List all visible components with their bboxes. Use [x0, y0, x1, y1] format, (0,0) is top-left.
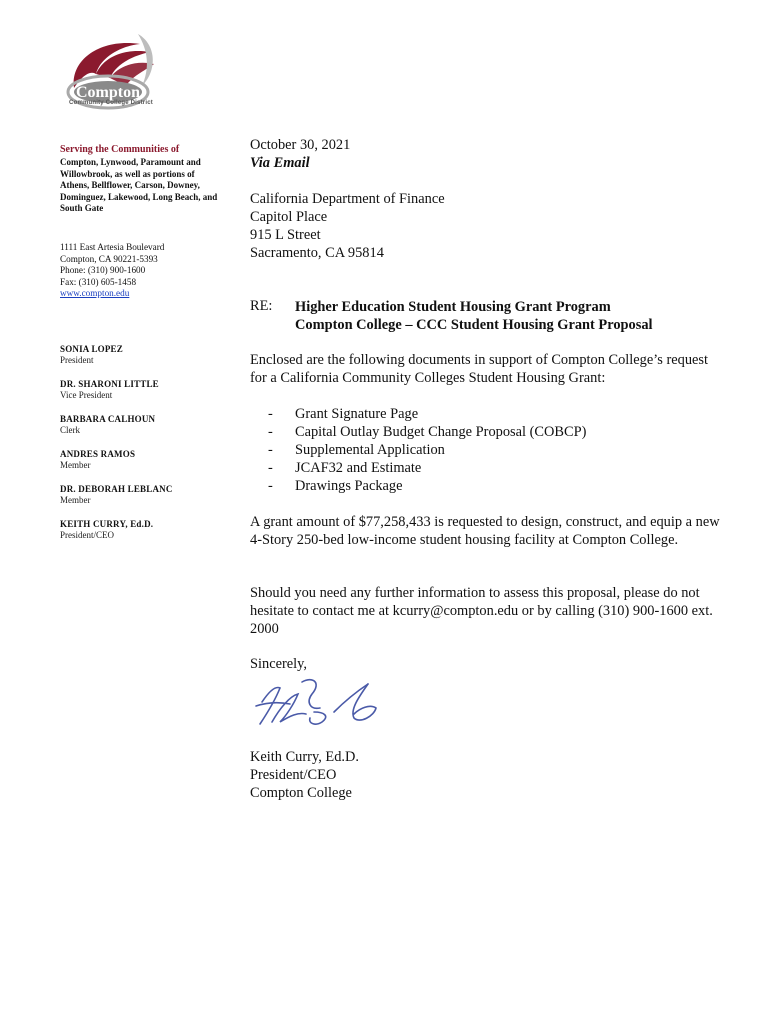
grant-paragraph: A grant amount of $77,258,433 is requested to design, construct, and equip a new 4-Story 250-bed low-income student housing facility at Compton College.	[250, 514, 720, 548]
bullet-dash: -	[268, 460, 273, 476]
recipient-line: Capitol Place	[250, 209, 328, 225]
letter-date: October 30, 2021	[250, 137, 351, 153]
trustee	[60, 484, 230, 506]
trustee	[60, 449, 230, 471]
signer-org: Compton College	[250, 785, 352, 801]
recipient-line: 915 L Street	[250, 227, 321, 243]
trustee-name: DR. SHARONI LITTLE	[60, 379, 159, 389]
trustee-role: Clerk	[60, 425, 80, 435]
list-item: - Capital Outlay Budget Change Proposal (COBCP)	[268, 424, 587, 440]
list-item: - Drawings Package	[268, 478, 403, 494]
trustee-name: ANDRES RAMOS	[60, 449, 136, 459]
contact-paragraph: Should you need any further information to assess this proposal, please do not hesitate to contact me at kcurry@compton.edu or by calling (310) 900-1600 ext. 2000	[250, 585, 713, 637]
logo-subtitle: Community College District	[69, 100, 153, 106]
signer-block	[250, 748, 720, 802]
trustee-role: President/CEO	[60, 530, 114, 540]
subject-line: Higher Education Student Housing Grant Program	[295, 299, 611, 315]
subject-lines	[295, 298, 715, 334]
re-label: RE:	[250, 298, 273, 314]
college-address	[60, 242, 230, 300]
trustee-role: Member	[60, 495, 91, 505]
recipient-line: Sacramento, CA 95814	[250, 245, 384, 261]
trustee	[60, 414, 230, 436]
fax: Fax: (310) 605-1458	[60, 276, 137, 287]
phone: Phone: (310) 900-1600	[60, 265, 146, 276]
closing: Sincerely,	[250, 656, 308, 672]
delivery-method: Via Email	[250, 155, 310, 171]
address-line1: 1111 East Artesia Boulevard	[60, 242, 165, 252]
bullet-dash: -	[268, 478, 273, 494]
trustee-role: President	[60, 355, 94, 365]
trustee-name: BARBARA CALHOUN	[60, 414, 156, 424]
trustee	[60, 379, 230, 401]
list-item: - Grant Signature Page	[268, 406, 419, 422]
recipient-line: California Department of Finance	[250, 191, 445, 207]
trustee-name: DR. DEBORAH LEBLANC	[60, 484, 173, 494]
bullet-dash: -	[268, 424, 273, 440]
trustee-name: KEITH CURRY, Ed.D.	[60, 519, 154, 529]
communities-list: Compton, Lynwood, Paramount and Willowbrook, as well as portions of Athens, Bellflower, Carson, Downey, Dominguez, Lakewood, Long Beach, and South Gate	[60, 157, 218, 214]
documents-list	[268, 405, 586, 495]
logo-name: Compton	[75, 84, 141, 101]
serving-heading: Serving the Communities of	[60, 144, 180, 155]
trustee-name: SONIA LOPEZ	[60, 344, 123, 354]
intro-paragraph: Enclosed are the following documents in support of Compton College’s request for a California Community Colleges Student Housing Grant:	[250, 352, 709, 386]
trustee	[60, 344, 230, 366]
signer-name: Keith Curry, Ed.D.	[250, 749, 359, 765]
signer-title: President/CEO	[250, 767, 337, 783]
bullet-dash: -	[268, 406, 273, 422]
list-item: - Supplemental Application	[268, 442, 445, 458]
trustee-role: Member	[60, 460, 91, 470]
trustee	[60, 519, 230, 541]
subject-line: Compton College – CCC Student Housing Grant Proposal	[295, 317, 653, 333]
website-link[interactable]: www.compton.edu	[60, 288, 130, 299]
trustee-role: Vice President	[60, 390, 113, 400]
recipient-address	[250, 190, 720, 262]
address-line2: Compton, CA 90221-5393	[60, 253, 158, 264]
signature-image	[250, 672, 385, 734]
bullet-dash: -	[268, 442, 273, 458]
list-item: - JCAF32 and Estimate	[268, 460, 422, 476]
